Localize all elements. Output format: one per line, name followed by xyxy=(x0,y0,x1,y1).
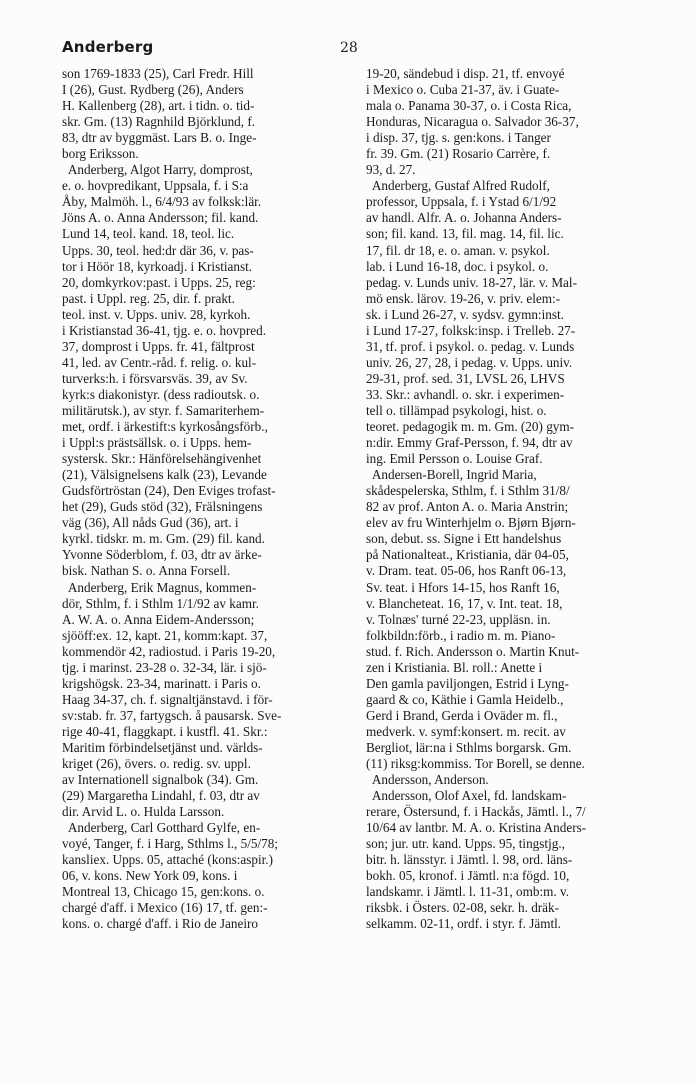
text-line: het (29), Guds stöd (32), Frälsningens xyxy=(62,499,263,515)
text-line: skådespelerska, Sthlm, f. i Sthlm 31/8/ xyxy=(366,483,570,499)
text-line: systersk. Skr.: Hänförelsehängivenhet xyxy=(62,451,262,467)
text-line: Jöns A. o. Anna Andersson; fil. kand. xyxy=(62,210,259,226)
text-line: Åby, Malmöh. l., 6/4/93 av folksk:lär. xyxy=(62,194,262,210)
text-line: (21), Välsignelsens kalk (23), Levande xyxy=(62,467,267,483)
text-line: Bergliot, lär:na i Sthlms borgarsk. Gm. xyxy=(366,739,572,755)
text-line: sv:stab. fr. 37, fartygsch. å pausarsk. Sve- xyxy=(62,707,282,723)
text-line: kyrkl. tidskr. m. m. Gm. (29) fil. kand. xyxy=(62,531,265,547)
text-line: I (26), Gust. Rydberg (26), Anders xyxy=(62,82,244,98)
running-head: Anderberg xyxy=(62,38,154,56)
text-line: dir. Arvid L. o. Hulda Larsson. xyxy=(62,804,225,820)
text-line: 82 av prof. Anton A. o. Maria Anstrin; xyxy=(366,499,569,515)
text-line: lab. i Lund 16-18, doc. i psykol. o. xyxy=(366,258,549,274)
text-line: medverk. v. symf:konsert. m. recit. av xyxy=(366,723,566,739)
page-number: 28 xyxy=(340,40,358,56)
text-line: 19-20, sändebud i disp. 21, tf. envoyé xyxy=(366,66,565,81)
text-line: väg (36), All nåds Gud (36), art. i xyxy=(62,515,239,531)
text-line: av Internationell signalbok (34). Gm. xyxy=(62,772,259,788)
text-line: riksbk. i Östers. 02-08, sekr. h. dräk- xyxy=(366,900,560,916)
text-line: tell o. tillämpad psykologi, hist. o. xyxy=(366,402,547,418)
text-line: son 1769-1833 (25), Carl Fredr. Hill xyxy=(62,66,254,81)
text-line: Andersen-Borell, Ingrid Maria, xyxy=(366,467,537,483)
text-line: v. Blancheteat. 16, 17, v. Int. teat. 18, xyxy=(366,595,563,611)
text-line: bisk. Nathan S. o. Anna Forsell. xyxy=(62,563,231,579)
text-line: mala o. Panama 30-37, o. i Costa Rica, xyxy=(366,98,572,114)
text-line: gaard & co, Käthie i Gamla Heidelb., xyxy=(366,691,564,707)
text-line: Sv. teat. i Hfors 14-15, hos Ranft 16, xyxy=(366,579,560,595)
text-line: Maritim förbindelsetjänst und. världs- xyxy=(62,739,263,755)
text-line: Andersson, Olof Axel, fd. landskam- xyxy=(366,788,567,804)
text-line: i disp. 37, tjg. s. gen:kons. i Tanger xyxy=(366,130,551,146)
text-line: 29-31, prof. sed. 31, LVSL 26, LHVS xyxy=(366,370,565,386)
text-line: kommendör 42, radiostud. i Paris 19-20, xyxy=(62,643,276,659)
text-line: univ. 26, 27, 28, i pedag. v. Upps. univ. xyxy=(366,354,573,370)
text-line: Anderberg, Algot Harry, domprost, xyxy=(62,162,253,178)
text-line: ing. Emil Persson o. Louise Graf. xyxy=(366,451,543,467)
text-line: Andersson, Anderson. xyxy=(366,772,489,788)
text-line: pedag. v. Lunds univ. 18-27, lär. v. Mal- xyxy=(366,274,577,290)
text-line: folkbildn:förb., i radio m. m. Piano- xyxy=(366,627,556,643)
text-line: fr. 39. Gm. (21) Rosario Carrère, f. xyxy=(366,146,551,162)
text-line: kons. o. chargé d'aff. i Rio de Janeiro xyxy=(62,916,258,932)
right-column xyxy=(366,66,666,933)
text-line: voyé, Tanger, f. i Harg, Sthlms l., 5/5/78; xyxy=(62,836,279,852)
text-line: Den gamla paviljongen, Estrid i Lyng- xyxy=(366,675,569,691)
text-line: Yvonne Söderblom, f. 03, dtr av ärke- xyxy=(62,547,262,563)
text-line: (11) riksg:kommiss. Tor Borell, se denne. xyxy=(366,756,585,772)
text-line: 41, led. av Centr.-råd. f. relig. o. kul- xyxy=(62,354,257,370)
text-line: krigshögsk. 23-34, marinatt. i Paris o. xyxy=(62,675,261,691)
text-line: tjg. i marinst. 23-28 o. 32-34, lär. i sjö- xyxy=(62,659,267,675)
text-line: chargé d'aff. i Mexico (16) 17, tf. gen:- xyxy=(62,900,268,916)
text-line: kansliex. Upps. 05, attaché (kons:aspir.) xyxy=(62,852,273,868)
text-line: 31, tf. prof. i psykol. o. pedag. v. Lunds xyxy=(366,338,575,354)
text-line: met, ordf. i ärkestift:s kyrkosångsförb., xyxy=(62,419,268,435)
text-line: av handl. Alfr. A. o. Johanna Anders- xyxy=(366,210,562,226)
text-line: son; jur. utr. kand. Upps. 95, tingstjg., xyxy=(366,836,565,852)
text-line: Lund 14, teol. kand. 18, teol. lic. xyxy=(62,226,235,242)
text-line: i Mexico o. Cuba 21-37, äv. i Guate- xyxy=(366,82,560,98)
text-line: dör, Sthlm, f. i Sthlm 1/1/92 av kamr. xyxy=(62,595,259,611)
text-line: sjööff:ex. 12, kapt. 21, komm:kapt. 37, xyxy=(62,627,268,643)
text-line: Anderberg, Carl Gotthard Gylfe, en- xyxy=(62,820,261,836)
text-line: 93, d. 27. xyxy=(366,162,416,178)
text-line: 17, fil. dr 18, e. o. aman. v. psykol. xyxy=(366,242,550,258)
text-line: teoret. pedagogik m. m. Gm. (20) gym- xyxy=(366,419,575,435)
text-line: 10/64 av lantbr. M. A. o. Kristina Anders- xyxy=(366,820,587,836)
text-line: i Uppl:s prästsällsk. o. i Upps. hem- xyxy=(62,435,252,451)
text-line: landskamr. i Jämtl. l. 11-31, omb:m. v. xyxy=(366,884,570,900)
text-line: teol. inst. v. Upps. univ. 28, kyrkoh. xyxy=(62,306,251,322)
text-line: son; fil. kand. 13, fil. mag. 14, fil. lic. xyxy=(366,226,564,242)
text-line: n:dir. Emmy Graf-Persson, f. 94, dtr av xyxy=(366,435,573,451)
text-line: bokh. 05, kronof. i Jämtl. n:a fögd. 10, xyxy=(366,868,570,884)
text-line: 33. Skr.: avhandl. o. skr. i experimen- xyxy=(366,386,565,402)
text-line: Haag 34-37, ch. f. signaltjänstavd. i för- xyxy=(62,691,273,707)
text-line: v. Tolnæs' turné 22-23, uppläsn. in. xyxy=(366,611,551,627)
text-line: professor, Uppsala, f. i Ystad 6/1/92 xyxy=(366,194,557,210)
text-line: stud. f. Rich. Andersson o. Martin Knut- xyxy=(366,643,580,659)
text-line: 20, domkyrkov:past. i Upps. 25, reg: xyxy=(62,274,256,290)
text-line: i Kristianstad 36-41, tjg. e. o. hovpred. xyxy=(62,322,267,338)
text-line: rige 40-41, flaggkapt. i kustfl. 41. Skr.: xyxy=(62,723,268,739)
text-line: e. o. hovpredikant, Uppsala, f. i S:a xyxy=(62,178,249,194)
text-line: v. Dram. teat. 05-06, hos Ranft 06-13, xyxy=(366,563,567,579)
text-line: i Lund 17-27, folksk:insp. i Trelleb. 27- xyxy=(366,322,576,338)
text-line: past. i Uppl. reg. 25, dir. f. prakt. xyxy=(62,290,235,306)
text-line: Anderberg, Erik Magnus, kommen- xyxy=(62,579,257,595)
text-line: borg Eriksson. xyxy=(62,146,139,162)
text-line: Gudsförtröstan (24), Den Eviges trofast- xyxy=(62,483,276,499)
text-line: Gerd i Brand, Gerda i Oväder m. fl., xyxy=(366,707,558,723)
text-line: zen i Kristiania. Bl. roll.: Anette i xyxy=(366,659,543,675)
text-line: på Nationalteat., Kristiania, där 04-05, xyxy=(366,547,569,563)
text-line: Upps. 30, teol. hed:dr där 36, v. pas- xyxy=(62,242,254,258)
text-line: mö ensk. lärov. 19-26, v. priv. elem:- xyxy=(366,290,561,306)
text-line: sk. i Lund 26-27, v. sydsv. gymn:inst. xyxy=(366,306,564,322)
text-line: kriget (26), övers. o. redig. sv. uppl. xyxy=(62,756,251,772)
text-line: H. Kallenberg (28), art. i tidn. o. tid- xyxy=(62,98,255,114)
text-line: kyrk:s diakonistyr. (dess radioutsk. o. xyxy=(62,386,260,402)
text-line: militärutsk.), av styr. f. Samariterhem- xyxy=(62,402,265,418)
text-line: elev av fru Winterhjelm o. Bjørn Bjørn- xyxy=(366,515,576,531)
text-line: Anderberg, Gustaf Alfred Rudolf, xyxy=(366,178,550,194)
text-line: son, debut. ss. Signe i Ett handelshus xyxy=(366,531,562,547)
left-column xyxy=(62,66,354,933)
text-line: Honduras, Nicaragua o. Salvador 36-37, xyxy=(366,114,579,130)
text-line: Montreal 13, Chicago 15, gen:kons. o. xyxy=(62,884,265,900)
text-line: tor i Höör 18, kyrkoadj. i Kristianst. xyxy=(62,258,253,274)
text-line: A. W. A. o. Anna Eidem-Andersson; xyxy=(62,611,255,627)
text-line: skr. Gm. (13) Ragnhild Björklund, f. xyxy=(62,114,256,130)
text-line: (29) Margaretha Lindahl, f. 03, dtr av xyxy=(62,788,260,804)
text-line: turverks:h. i försvarsväs. 39, av Sv. xyxy=(62,370,248,386)
text-line: 37, domprost i Upps. fr. 41, fältprost xyxy=(62,338,255,354)
text-line: 06, v. kons. New York 09, kons. i xyxy=(62,868,238,884)
text-line: rerare, Östersund, f. i Hackås, Jämtl. l., 7/ xyxy=(366,804,586,820)
text-line: selkamm. 02-11, ordf. i styr. f. Jämtl. xyxy=(366,916,562,932)
text-line: 83, dtr av byggmäst. Lars B. o. Inge- xyxy=(62,130,257,146)
text-line: bitr. h. länsstyr. i Jämtl. l. 98, ord. läns- xyxy=(366,852,573,868)
